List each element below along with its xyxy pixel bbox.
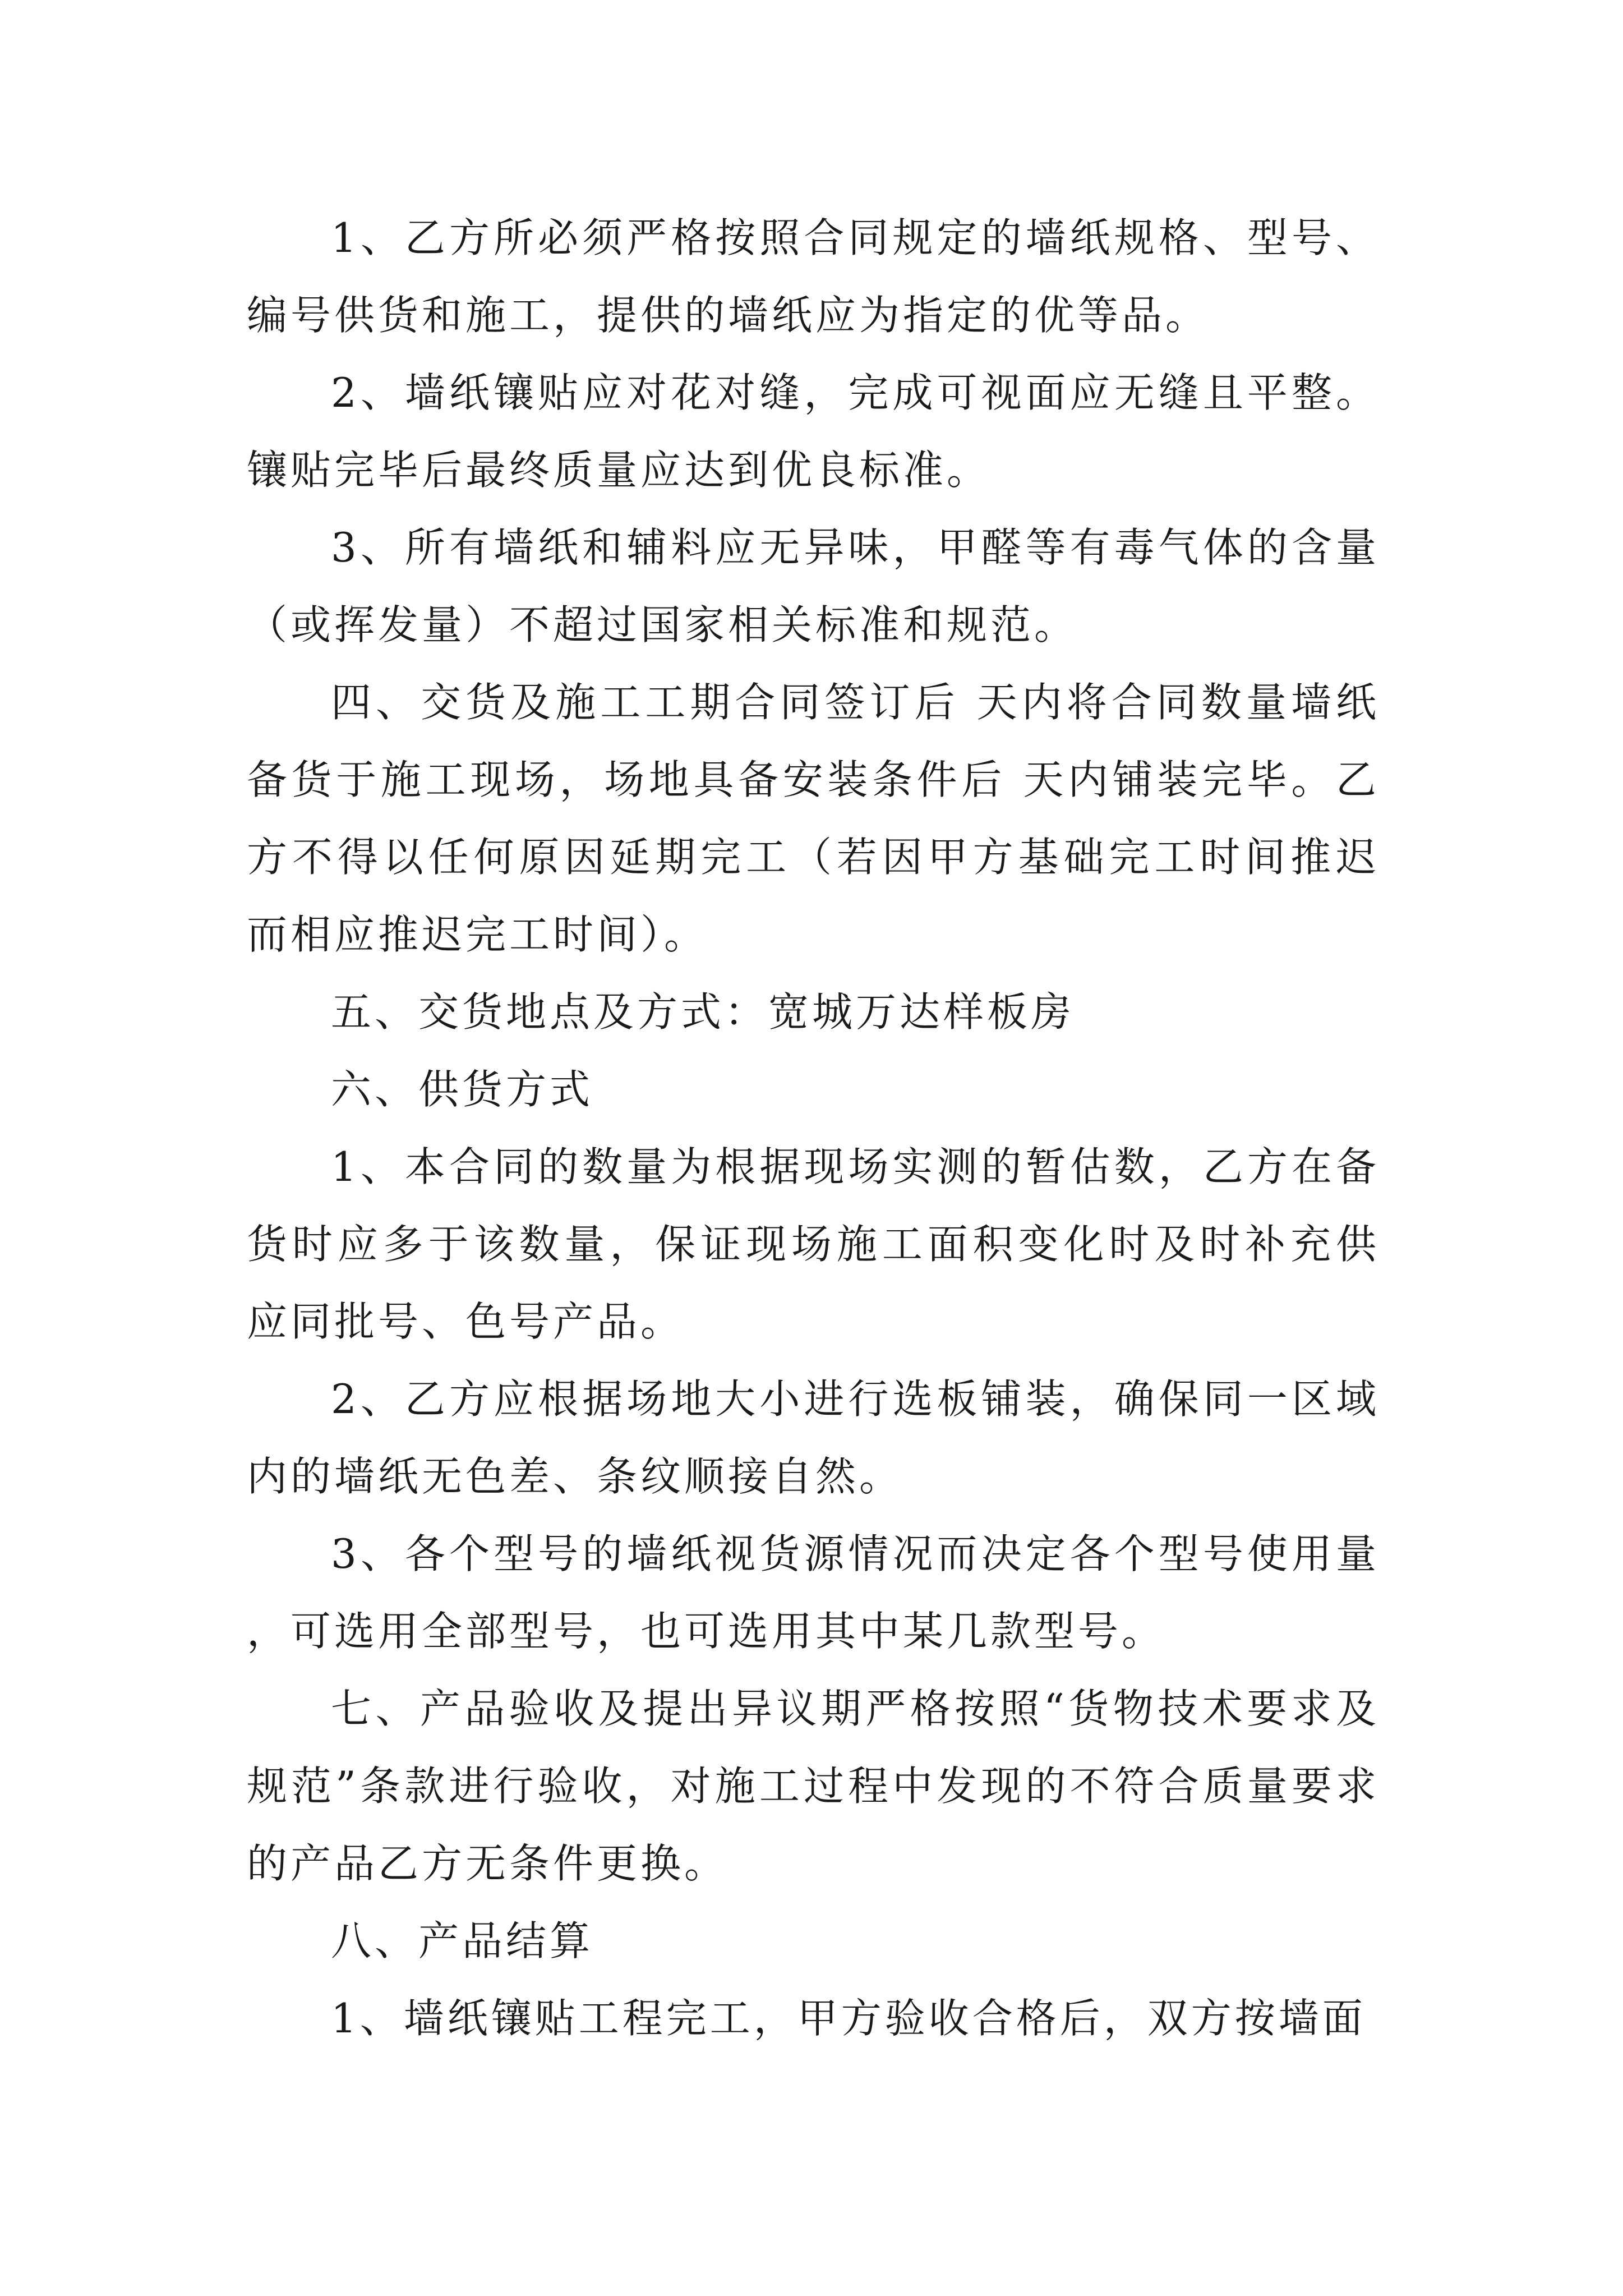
- paragraph-3: 3、所有墙纸和辅料应无异味，甲醛等有毒气体的含量（或挥发量）不超过国家相关标准和规范。: [247, 524, 1380, 648]
- paragraph-7: 1、本合同的数量为根据现场实测的暂估数，乙方在备货时应多于该数量，保证现场施工面积变化时及时补充供应同批号、色号产品。: [247, 1143, 1380, 1345]
- paragraph-12: 1、墙纸镶贴工程完工，甲方验收合格后，双方按墙面: [331, 1995, 1366, 2042]
- paragraph-11: 八、产品结算: [331, 1917, 594, 1964]
- paragraph-6: 六、供货方式: [331, 1066, 594, 1113]
- paragraph-2: 2、墙纸镶贴应对花对缝，完成可视面应无缝且平整。镶贴完毕后最终质量应达到优良标准。: [247, 369, 1380, 494]
- paragraph-5: 五、交货地点及方式：宽城万达样板房: [331, 988, 1075, 1036]
- paragraph-8: 2、乙方应根据场地大小进行选板铺装，确保同一区域内的墙纸无色差、条纹顺接自然。: [247, 1375, 1380, 1500]
- paragraph-10: 七、产品验收及提出异议期严格按照“货物技术要求及规范”条款进行验收，对施工过程中发现的不符合质量要求的产品乙方无条件更换。: [247, 1685, 1380, 1887]
- paragraph-9: 3、各个型号的墙纸视货源情况而决定各个型号使用量，可选用全部型号，也可选用其中某几款型号。: [247, 1530, 1380, 1655]
- document-body: [247, 199, 1380, 2057]
- paragraph-4: 四、交货及施工工期合同签订后 天内将合同数量墙纸备货于施工现场，场地具备安装条件后 天内铺装完毕。乙方不得以任何原因延期完工（若因甲方基础完工时间推迟而相应推迟完工时间）。: [247, 679, 1380, 958]
- paragraph-1: 1、乙方所必须严格按照合同规定的墙纸规格、型号、编号供货和施工，提供的墙纸应为指定的优等品。: [247, 214, 1380, 339]
